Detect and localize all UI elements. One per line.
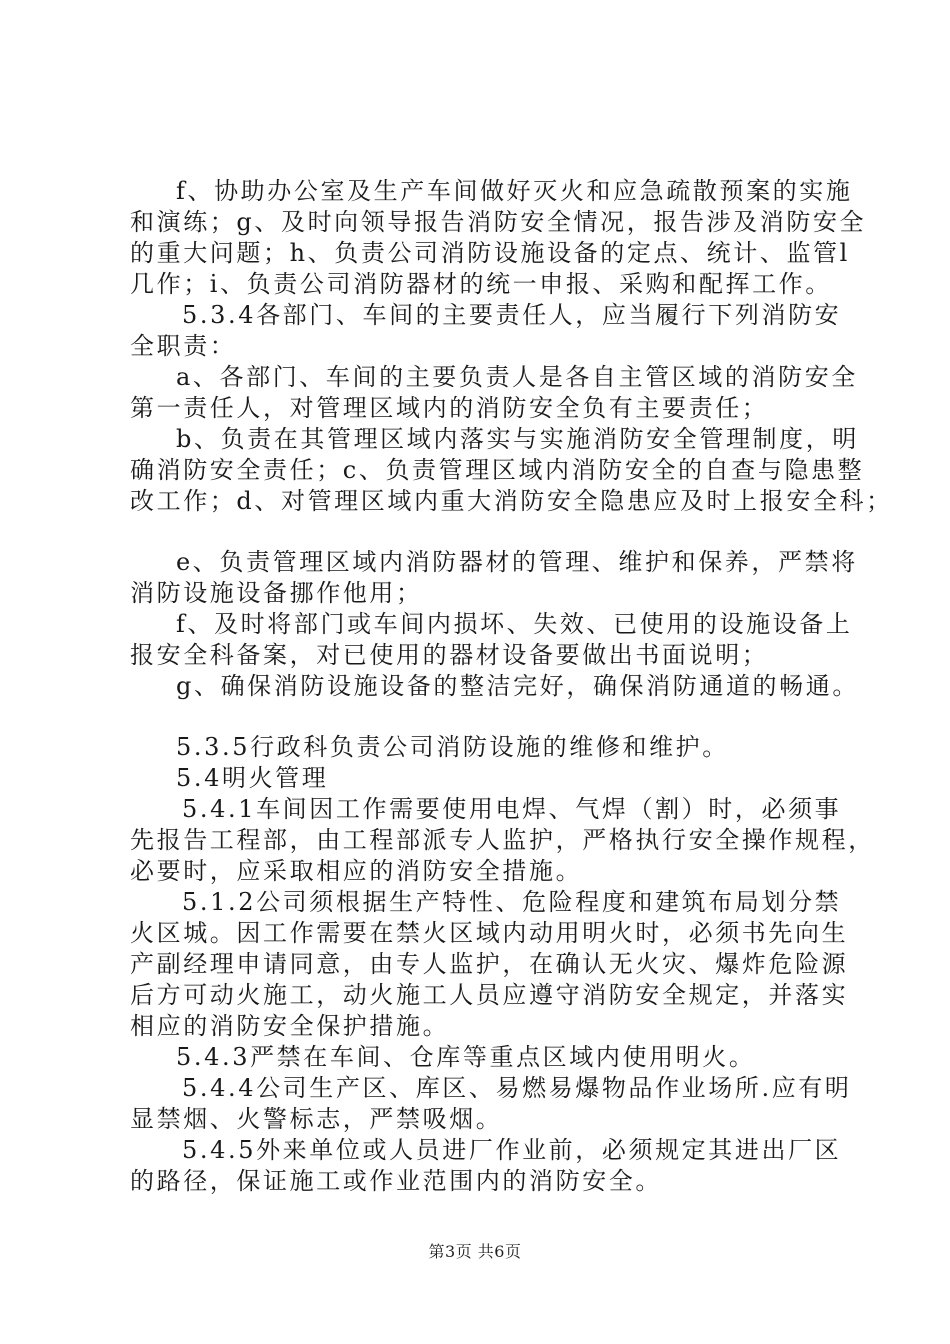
paragraph-line: 全职责： (130, 332, 237, 360)
paragraph-line: 改工作；d、对管理区域内重大消防安全隐患应及时上报安全科； (130, 487, 893, 515)
paragraph-gap (130, 517, 845, 547)
paragraph-line: 消防设施设备挪作他用； (130, 579, 423, 607)
section-heading: 5.3.5行政科负责公司消防设施的维修和维护。 (176, 733, 729, 761)
paragraph-line: 5.4.5外来单位或人员进厂作业前，必须规定其进出厂区 (182, 1136, 842, 1164)
paragraph-line: 相应的消防安全保护措施。 (130, 1012, 450, 1040)
paragraph-line: 的重大问题；h、负责公司消防设施设备的定点、统计、监管l (130, 239, 850, 267)
paragraph-line: 先报告工程部，由工程部派专人监护，严格执行安全操作规程， (130, 826, 875, 854)
paragraph-line: 5.4.3严禁在车间、仓库等重点区域内使用明火。 (176, 1043, 756, 1071)
paragraph-line: b、负责在其管理区域内落实与实施消防安全管理制度，明 (176, 425, 859, 453)
page-number: 第3页 共6页 (428, 1242, 522, 1261)
paragraph-line: 火区城。因工作需要在禁火区域内动用明火时，必须书先向生 (130, 919, 849, 947)
paragraph-line: 5.1.2公司须根据生产特性、危险程度和建筑布局划分禁 (182, 888, 842, 916)
paragraph-line: a、各部门、车间的主要负责人是各自主管区域的消防安全 (176, 363, 858, 391)
document-body (130, 176, 893, 1197)
paragraph-line: 的路径，保证施工或作业范围内的消防安全。 (130, 1167, 662, 1195)
paragraph-line: 产副经理申请同意，由专人监护，在确认无火灾、爆炸危险源 (130, 950, 849, 978)
paragraph-line: 和演练；g、及时向领导报告消防安全情况，报告涉及消防安全 (130, 208, 867, 236)
paragraph-line: f、协助办公室及生产车间做好灭火和应急疏散预案的实施 (176, 177, 853, 205)
paragraph-line: f、及时将部门或车间内损坏、失效、已使用的设施设备上 (176, 610, 853, 638)
paragraph-line: 5.3.4各部门、车间的主要责任人，应当履行下列消防安 (182, 301, 842, 329)
paragraph-line: e、负责管理区域内消防器材的管理、维护和保养，严禁将 (176, 548, 858, 576)
section-heading: 5.4明火管理 (176, 764, 329, 792)
paragraph-line: 确消防安全责任；c、负责管理区域内消防安全的自查与隐患整 (130, 456, 865, 484)
paragraph-line: 后方可动火施工，动火施工人员应遵守消防安全规定，并落实 (130, 981, 849, 1009)
paragraph-line: 几作；i、负责公司消防器材的统一申报、采购和配挥工作。 (130, 270, 832, 298)
paragraph-line: 5.4.4公司生产区、库区、易燃易爆物品作业场所.应有明 (182, 1074, 852, 1102)
paragraph-line: g、确保消防设施设备的整洁完好，确保消防通道的畅通。 (176, 672, 859, 700)
paragraph-line: 报安全科备案，对已使用的器材设备要做出书面说明； (130, 641, 769, 669)
paragraph-line: 必要时，应采取相应的消防安全措施。 (130, 857, 583, 885)
paragraph-line: 5.4.1车间因工作需要使用电焊、气焊（割）时，必须事 (182, 795, 842, 823)
paragraph-gap (130, 702, 845, 732)
paragraph-line: 显禁烟、火警标志，严禁吸烟。 (130, 1105, 503, 1133)
paragraph-line: 第一责任人，对管理区域内的消防安全负有主要责任； (130, 394, 769, 422)
